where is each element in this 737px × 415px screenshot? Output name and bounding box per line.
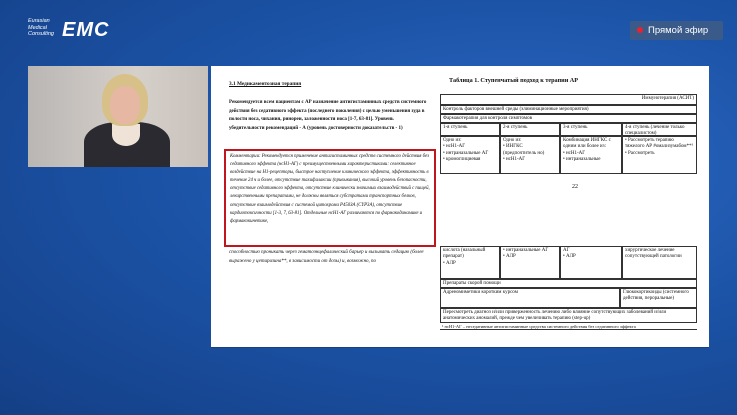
live-dot-icon xyxy=(637,27,643,33)
highlight-box xyxy=(224,149,436,247)
lower-cell-2: • интраназальные АГ • АЛР xyxy=(500,246,560,279)
live-badge xyxy=(630,21,723,40)
row-pharma: Фармакотерапия для контроля симптомов xyxy=(440,114,697,123)
logo-subtitle: Eurasian Medical Consulting xyxy=(28,18,54,37)
row-control: Контроль факторов внешней среды (элиминационные мероприятия) xyxy=(440,105,697,114)
step-1-header: 1-я ступень xyxy=(440,123,500,136)
speaker-face xyxy=(110,86,140,124)
speaker-collar xyxy=(112,124,140,146)
lower-cell-1: кислота (назальный препарат) • АЛР xyxy=(440,246,500,279)
table-title: Таблица 1. Ступенчатый подход к терапии АР xyxy=(449,77,579,84)
lower-cell-4: хирургическое лечение сопутствующей патологии xyxy=(622,246,697,279)
step-1-cell: Одно из: • нсН1-АГ • интраназальные АГ • кромоглициевая xyxy=(440,136,500,174)
step-2-header: 2-я ступень xyxy=(500,123,560,136)
row-rescue: Препараты скорой помощи xyxy=(440,279,697,288)
footnote: ¹ нсН1-АГ – неседативные антигистаминные средства системного действия без седативного эффекта xyxy=(440,323,697,330)
comment-text: Комментарии: Рекомендуется применение антигистаминных средств системного действия без седативного эффекта (нсН1-АГ) с преимущественными характеристиками: селективное воздействие на Н1-рецепторы, быстрое наступление клинического эффекта, эффективность в течение 24 ч и более, отсутствие тахифилаксии (привыкания), высокий уровень безопасности, отсутствие седативного эффекта, отсутствие клинически значимых взаимодействий с пищей, лекарственными препаратами, не должны являться субстратами транспортных белков, отсутствие взаимодействия с системой цитохрома Р450ЗА (CYP3A), отсутствие кардиотоксичности [1-3, 7, 63-81]. Отдельные нсН1-АГ различаются по фармакодинамике и фармакокинетике, xyxy=(230,154,430,224)
step-3-header: 3-я ступень xyxy=(560,123,622,136)
step-3-cell: Комбинация ИНГКС с одним или более из: • нсН1-АГ • интраназальные xyxy=(560,136,622,174)
section-heading: 3.1 Медикаментозная терапия xyxy=(229,81,302,87)
row-revise: Пересмотреть диагноз и/или приверженность лечению либо влияние сопутствующих заболеваний и/или анатомических аномалий, прежде чем увеличивать терапию (step-up) xyxy=(440,308,697,323)
lower-cell-3: АГ • АЛР xyxy=(560,246,622,279)
comment-tail: способностью проникать через гематоэнцефалический барьер и вызывать седацию (более выражено у цетиризина**, в зависимости от дозы) и, возможно, по xyxy=(229,250,424,264)
step-4-cell: • Рассмотреть терапию тяжелого АР #омализумабом**¹ • Рассмотреть xyxy=(622,136,697,174)
rescue-left: Адреномиметики коротким курсом xyxy=(440,288,620,308)
evidence-level: Уровень убедительности рекомендаций - А (уровень достоверности доказательств - 1) xyxy=(229,117,403,131)
live-label: Прямой эфир xyxy=(648,25,709,36)
rescue-right: Глюкокортикоиды (системного действия, пероральные) xyxy=(620,288,697,308)
step-4-header: 4-я ступень (лечение только специалистом) xyxy=(622,123,697,136)
slide-bottom-edge xyxy=(211,347,709,348)
step-2-cell: Одно из: • ИНГКС (предпочтитель но) • нсН1-АГ xyxy=(500,136,560,174)
speaker-video xyxy=(28,66,208,167)
page-number: 22 xyxy=(572,184,578,190)
logo-text: EMC xyxy=(62,19,110,41)
recommendation-text xyxy=(229,99,429,133)
presentation-slide xyxy=(211,66,709,347)
recommendation-body: Рекомендуется всем пациентам с АР назначение антигистаминных средств системного действия без седативного эффекта (последнего поколения) с целью уменьшения зуда в полости носа, чихания, ринореи, заложенности носа [1-7, 63-81]. xyxy=(229,100,427,123)
row-asit: Иммунотерапия (АСИТ) xyxy=(440,94,697,105)
